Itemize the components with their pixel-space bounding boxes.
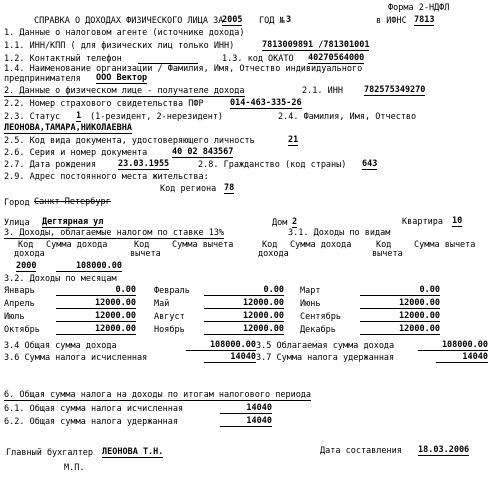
tax-calc-label: 3.6 Сумма налога исчисленная [4,353,148,363]
person-doc-num-value: 40 02 843567 [172,147,234,157]
col-ded-sum-1: Сумма вычета [172,240,234,250]
income-row-code: 2000 [16,261,37,271]
person-city-value: Санкт-Петербург [34,197,111,207]
section-person-title: 2. Данные о физическом лице - получателе дохода [4,86,245,96]
section-agent-title: 1. Данные о налоговом агенте (источнике дохода) [4,28,245,38]
person-house-value: 2 [292,217,298,227]
tax-withheld-label: 3.7 Сумма налога удержанная [256,353,395,363]
col-code-1: Код [18,240,34,250]
col-code-1b: дохода [14,249,45,259]
person-fio-value: ЛЕОНОВА,ТАМАРА,НИКОЛАЕВНА [4,123,132,133]
person-status-hint: (1-резидент, 2-нерезидент) [90,112,224,122]
month-name: Сентябрь [300,312,341,322]
person-region-value: 78 [224,183,235,193]
date-value: 18.03.2006 [418,445,470,455]
tax-calc-value: 14040 [204,352,256,363]
income-taxable-value: 108000.00 [418,340,488,351]
person-inn-label: 2.1. ИНН [302,86,343,96]
section-totals-title: 6. Общая сумма налога на доходы по итогам налогового периода [4,390,312,400]
ifns-label: в ИФНС [376,16,407,26]
income-total-label: 3.4 Общая сумма дохода [4,341,117,351]
totals-calc-value: 14040 [220,403,272,414]
person-region-label: Код региона [160,184,217,194]
person-inn-value: 782575349270 [364,85,426,95]
month-name: Декабрь [300,325,336,335]
person-address-label: 2.9. Адрес постоянного места жительства: [4,172,209,182]
section-income-title: 3. Доходы, облагаемые налогом по ставке 13% [4,228,225,238]
month-name: Ноябрь [154,325,185,335]
col-ded-code-2: Код [376,240,392,250]
income-row-sum: 108000.00 [56,261,122,272]
month-name: Июнь [300,299,321,309]
person-street-label: Улица [4,218,30,228]
month-value: 12000.00 [204,311,284,322]
person-house-label: Дом [272,218,288,228]
date-label: Дата составления [320,446,402,456]
totals-calc-label: 6.1. Общая сумма налога исчисленная [4,404,184,414]
month-value: 12000.00 [204,324,284,335]
person-doc-code-label: 2.5. Код вида документа, удостоверяющего личность [4,136,255,146]
month-name: Май [154,299,170,309]
income-taxable-label: 3.5 Облагаемая сумма дохода [256,341,395,351]
month-name: Январь [4,286,35,296]
tax-withheld-value: 14040 [436,352,488,363]
person-fio-label: 2.4. Фамилия, Имя, Отчество [278,112,417,122]
person-status-value: 1 [76,111,82,121]
person-dob-value: 23.03.1955 [118,159,170,169]
person-apt-value: 10 [452,216,463,226]
month-name: Июль [4,312,25,322]
number-label: ГОД № [259,16,285,26]
month-value: 12000.00 [56,298,136,309]
agent-phone-label: 1.2. Контактный телефон [4,54,122,64]
totals-withheld-label: 6.2. Общая сумма налога удержанная [4,417,178,427]
month-value: 0.00 [204,285,284,296]
month-value: 12000.00 [360,324,440,335]
accountant-label: Главный бухгалтер [6,448,93,458]
income-by-type-label: 3.1. Доходы по видам [288,228,391,238]
agent-org-label-2: предпринимателя [4,74,81,84]
person-doc-code-value: 21 [288,135,299,145]
person-pfr-value: 014-463-335-26 [230,98,302,108]
income-total-value: 108000.00 [186,340,256,351]
report-year: 2005 [222,15,243,25]
person-citizen-value: 643 [362,159,378,169]
stamp-place: М.П. [64,463,85,473]
col-ded-sum-2: Сумма вычета [414,240,476,250]
person-status-label: 2.3. Статус [4,112,61,122]
form-code: Форма 2-НДФЛ [388,3,450,13]
month-name: Август [154,312,185,322]
person-citizen-label: 2.8. Гражданство (код страны) [198,160,347,170]
col-sum-1: Сумма дохода [46,240,108,250]
accountant-name: ЛЕОНОВА Т.Н. [102,447,164,457]
month-name: Март [300,286,321,296]
income-by-month-label: 3.2. Доходы по месяцам [4,274,117,284]
col-ded-code-1: Код [134,240,150,250]
agent-okato-label: 1.3. код ОКАТО [222,54,294,64]
person-dob-label: 2.7. Дата рождения [4,160,97,170]
person-street-value: Дегтярная ул [42,217,104,227]
agent-org-label: 1.4. Наименование организации / Фамилия, Имя, Отчество индивидуального [4,64,363,74]
month-value: 12000.00 [360,311,440,322]
report-number: 3 [286,15,292,25]
month-value: 12000.00 [56,324,136,335]
totals-withheld-value: 14040 [220,416,272,427]
col-sum-2: Сумма дохода [290,240,352,250]
person-apt-label: Квартира [402,217,443,227]
document-title: СПРАВКА О ДОХОДАХ ФИЗИЧЕСКОГО ЛИЦА ЗА [34,16,224,26]
person-pfr-label: 2.2. Номер страхового свидетельства ПФР [4,99,204,109]
month-value: 12000.00 [360,298,440,309]
col-ded-code-1b: вычета [130,249,161,259]
agent-inn-value: 7813009891 /781301001 [262,40,370,50]
agent-org-value: ООО Вектор [96,73,148,83]
month-value: 0.00 [56,285,136,296]
person-doc-num-label: 2.6. Серия и номер документа [4,148,148,158]
month-name: Апрель [4,299,35,309]
agent-inn-label: 1.1. ИНН/КПП ( для физических лиц только ИНН) [4,41,235,51]
col-ded-code-2b: вычета [372,249,403,259]
month-name: Октябрь [4,325,40,335]
col-code-2: Код [262,240,278,250]
ifns-code: 7813 [414,15,435,25]
month-value: 12000.00 [56,311,136,322]
agent-okato-value: 40270564000 [308,53,365,63]
person-city-label: Город [4,198,30,208]
month-value: 12000.00 [204,298,284,309]
month-value: 0.00 [360,285,440,296]
month-name: Февраль [154,286,190,296]
col-code-2b: дохода [258,249,289,259]
